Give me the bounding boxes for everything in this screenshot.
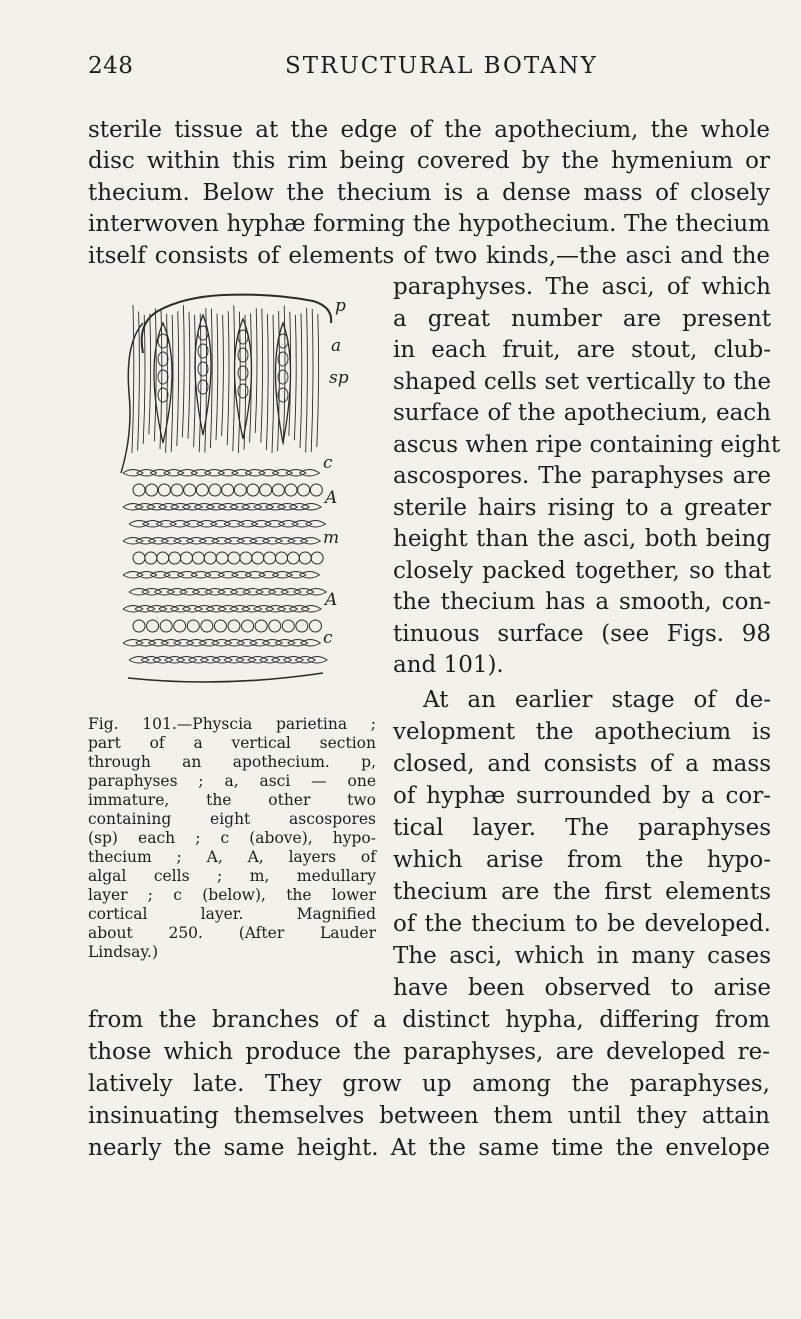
text-line: of hyphæ surrounded by a cor-: [393, 783, 771, 809]
text-line: a great number are present: [393, 306, 771, 332]
caption-line: paraphyses ; a, asci — one: [88, 772, 376, 790]
text-line: The asci, which in many cases: [393, 943, 771, 969]
text-line: those which produce the paraphyses, are developed re-: [88, 1039, 770, 1065]
text-line: interwoven hyphæ forming the hypothecium. The thecium: [88, 211, 770, 237]
caption-line: containing eight ascospores: [88, 810, 376, 828]
text-line: insinuating themselves between them until they attain: [88, 1103, 770, 1129]
text-line: itself consists of elements of two kinds,—the asci and the: [88, 243, 770, 269]
page-number: 248: [88, 53, 134, 79]
figure-label-c-below: c: [323, 628, 333, 648]
figure-drawing: [121, 295, 331, 682]
cortical-cells-bottom: [123, 470, 327, 683]
text-line: nearly the same height. At the same time the envelope: [88, 1135, 770, 1161]
text-line: height than the asci, both being: [393, 526, 771, 552]
text-line: and 101).: [393, 652, 504, 678]
caption-line: through an apothecium. p,: [88, 753, 376, 771]
figure-caption: [88, 715, 376, 962]
caption-line: cortical layer. Magnified: [88, 905, 376, 923]
caption-line: layer ; c (below), the lower: [88, 886, 376, 904]
text-line: in each fruit, are stout, club-: [393, 337, 771, 363]
apothecium-section-figure: [103, 283, 393, 693]
figure-label-A-lower: A: [325, 590, 338, 610]
text-line: of the thecium to be developed.: [393, 911, 771, 937]
text-line: from the branches of a distinct hypha, differing from: [88, 1007, 770, 1033]
caption-line: about 250. (After Lauder: [88, 924, 376, 942]
text-line: tinuous surface (see Figs. 98: [393, 621, 771, 647]
text-line: have been observed to arise: [393, 975, 771, 1001]
text-line: paraphyses. The asci, of which: [393, 274, 771, 300]
figure-label-A-upper: A: [325, 488, 338, 508]
text-line: closely packed together, so that: [393, 558, 771, 584]
text-line: ascus when ripe containing eight: [393, 432, 781, 458]
figure-label-c-above: c: [323, 453, 333, 473]
text-line: shaped cells set vertically to the: [393, 369, 771, 395]
figure-label-p: p: [335, 296, 346, 316]
paraphyses-layer: [121, 295, 331, 473]
text-line: the thecium has a smooth, con-: [393, 589, 771, 615]
text-line: velopment the apothecium is: [393, 719, 771, 745]
text-line: thecium. Below the thecium is a dense mass of closely: [88, 180, 770, 206]
figure-label-m: m: [323, 528, 340, 548]
text-line: disc within this rim being covered by the hymenium or: [88, 148, 770, 174]
caption-line: Fig. 101.—Physcia parietina ;: [88, 715, 376, 733]
caption-line: thecium ; A, A, layers of: [88, 848, 376, 866]
text-line: which arise from the hypo-: [393, 847, 771, 873]
figure-label-sp: sp: [329, 368, 349, 388]
running-title: STRUCTURAL BOTANY: [285, 53, 598, 79]
caption-line: algal cells ; m, medullary: [88, 867, 376, 885]
text-line: tical layer. The paraphyses: [393, 815, 771, 841]
text-line: surface of the apothecium, each: [393, 400, 771, 426]
text-line: ascospores. The paraphyses are: [393, 463, 771, 489]
text-line: closed, and consists of a mass: [393, 751, 771, 777]
caption-line: immature, the other two: [88, 791, 376, 809]
figure-label-a: a: [331, 336, 342, 356]
page-header: [0, 53, 801, 93]
text-line: thecium are the first elements: [393, 879, 771, 905]
caption-line: (sp) each ; c (above), hypo-: [88, 829, 376, 847]
text-line: latively late. They grow up among the paraphyses,: [88, 1071, 770, 1097]
text-line: At an earlier stage of de-: [423, 687, 771, 713]
caption-line: part of a vertical section: [88, 734, 376, 752]
text-line: sterile hairs rising to a greater: [393, 495, 771, 521]
caption-line: Lindsay.): [88, 943, 159, 961]
text-line: sterile tissue at the edge of the apothecium, the whole: [88, 117, 770, 143]
